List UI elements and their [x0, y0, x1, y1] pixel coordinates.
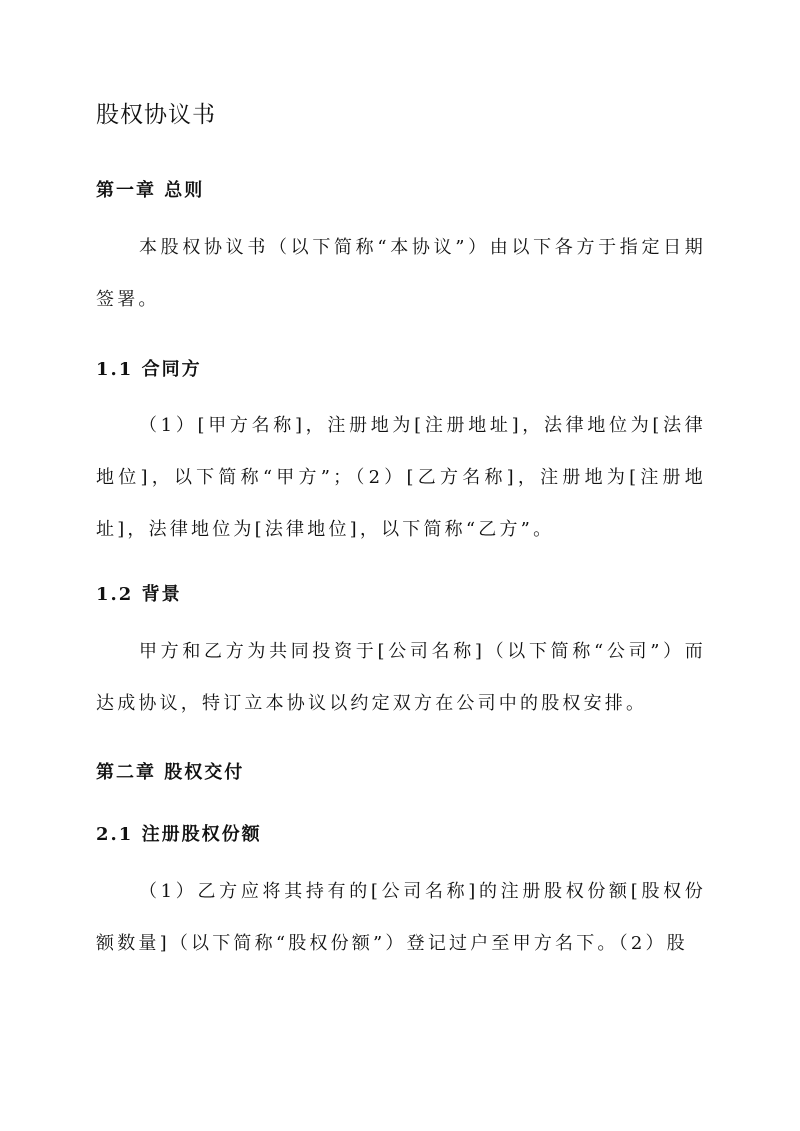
chapter-2-heading: 第二章 股权交付 [96, 762, 245, 783]
section-2-1-heading: 2.1 注册股权份额 [96, 824, 262, 845]
chapter-1-heading: 第一章 总则 [96, 180, 205, 201]
section-1-1-paragraph: （1）[甲方名称]，注册地为[注册地址]，法律地位为[法律地位]，以下简称“甲方”；（2）[乙方名称]，注册地为[注册地址]，法律地位为[法律地位]，以下简称“乙方”。 [96, 415, 706, 540]
section-1-2-heading: 1.2 背景 [96, 584, 182, 605]
chapter-1-intro-paragraph: 本股权协议书（以下简称“本协议”）由以下各方于指定日期签署。 [96, 237, 706, 310]
section-2-1-paragraph: （1）乙方应将其持有的[公司名称]的注册股权份额[股权份额数量]（以下简称“股权份额”）登记过户至甲方名下。（2）股 [96, 881, 706, 954]
section-1-1-heading: 1.1 合同方 [96, 359, 202, 380]
document-title: 股权协议书 [96, 102, 216, 128]
section-1-2-paragraph: 甲方和乙方为共同投资于[公司名称]（以下简称“公司”）而达成协议，特订立本协议以约定双方在公司中的股权安排。 [96, 641, 706, 714]
